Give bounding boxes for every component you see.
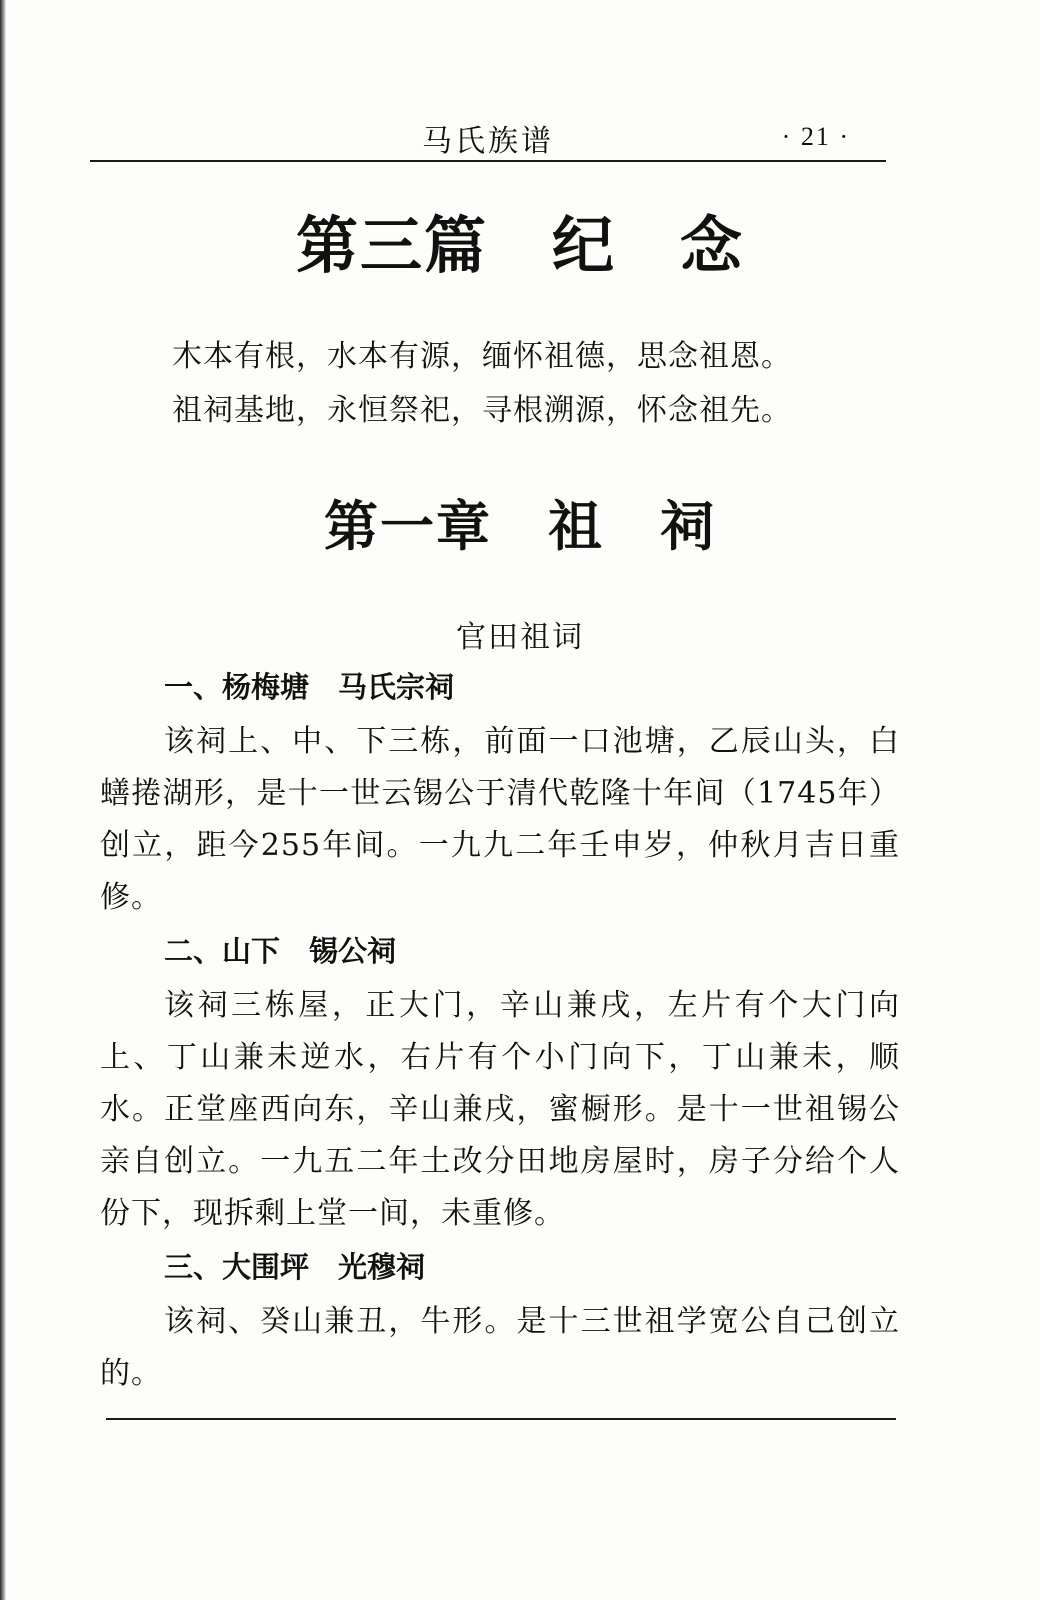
poem-line: 木本有根，水本有源，缅怀祖德，思念祖恩。	[172, 339, 792, 374]
poem	[172, 330, 872, 438]
entry	[100, 928, 900, 1240]
page-number: · 21 ·	[781, 122, 850, 151]
book-title: 马氏族谱	[422, 124, 554, 159]
entry-body: 该祠三栋屋，正大门，辛山兼戌，左片有个大门向上、丁山兼未逆水，右片有个小门向下，丁山兼未，顺水。正堂座西向东，辛山兼戌，蜜橱形。是十一世祖锡公亲自创立。一九五二年土改分田地房屋时，房子分给个人份下，现拆剩上堂一间，未重修。	[100, 988, 900, 1231]
section-heading: 官田祖词	[456, 620, 584, 655]
chapter-title: 第一章 祖 祠	[324, 495, 716, 558]
entry-heading: 一、杨梅塘 马氏宗祠	[164, 670, 455, 704]
poem-line: 祖祠基地，永恒祭祀，寻根溯源，怀念祖先。	[172, 393, 792, 428]
entry-heading: 二、山下 锡公祠	[164, 934, 397, 968]
entry-body: 该祠上、中、下三栋，前面一口池塘，乙辰山头，白蟮捲湖形，是十一世云锡公于清代乾隆十年间（1745年）创立，距今255年间。一九九二年壬申岁，仲秋月吉日重修。	[100, 724, 900, 915]
footer-rule	[106, 1418, 896, 1420]
entry-body: 该祠、癸山兼丑，牛形。是十三世祖学宽公自己创立的。	[100, 1304, 900, 1391]
entry	[100, 1244, 900, 1400]
entry	[100, 664, 900, 924]
entries-list	[100, 664, 900, 1404]
running-header	[90, 112, 886, 162]
header-rule	[90, 160, 886, 162]
part-title: 第三篇 纪 念	[295, 209, 744, 282]
entry-heading: 三、大围坪 光穆祠	[164, 1250, 426, 1284]
